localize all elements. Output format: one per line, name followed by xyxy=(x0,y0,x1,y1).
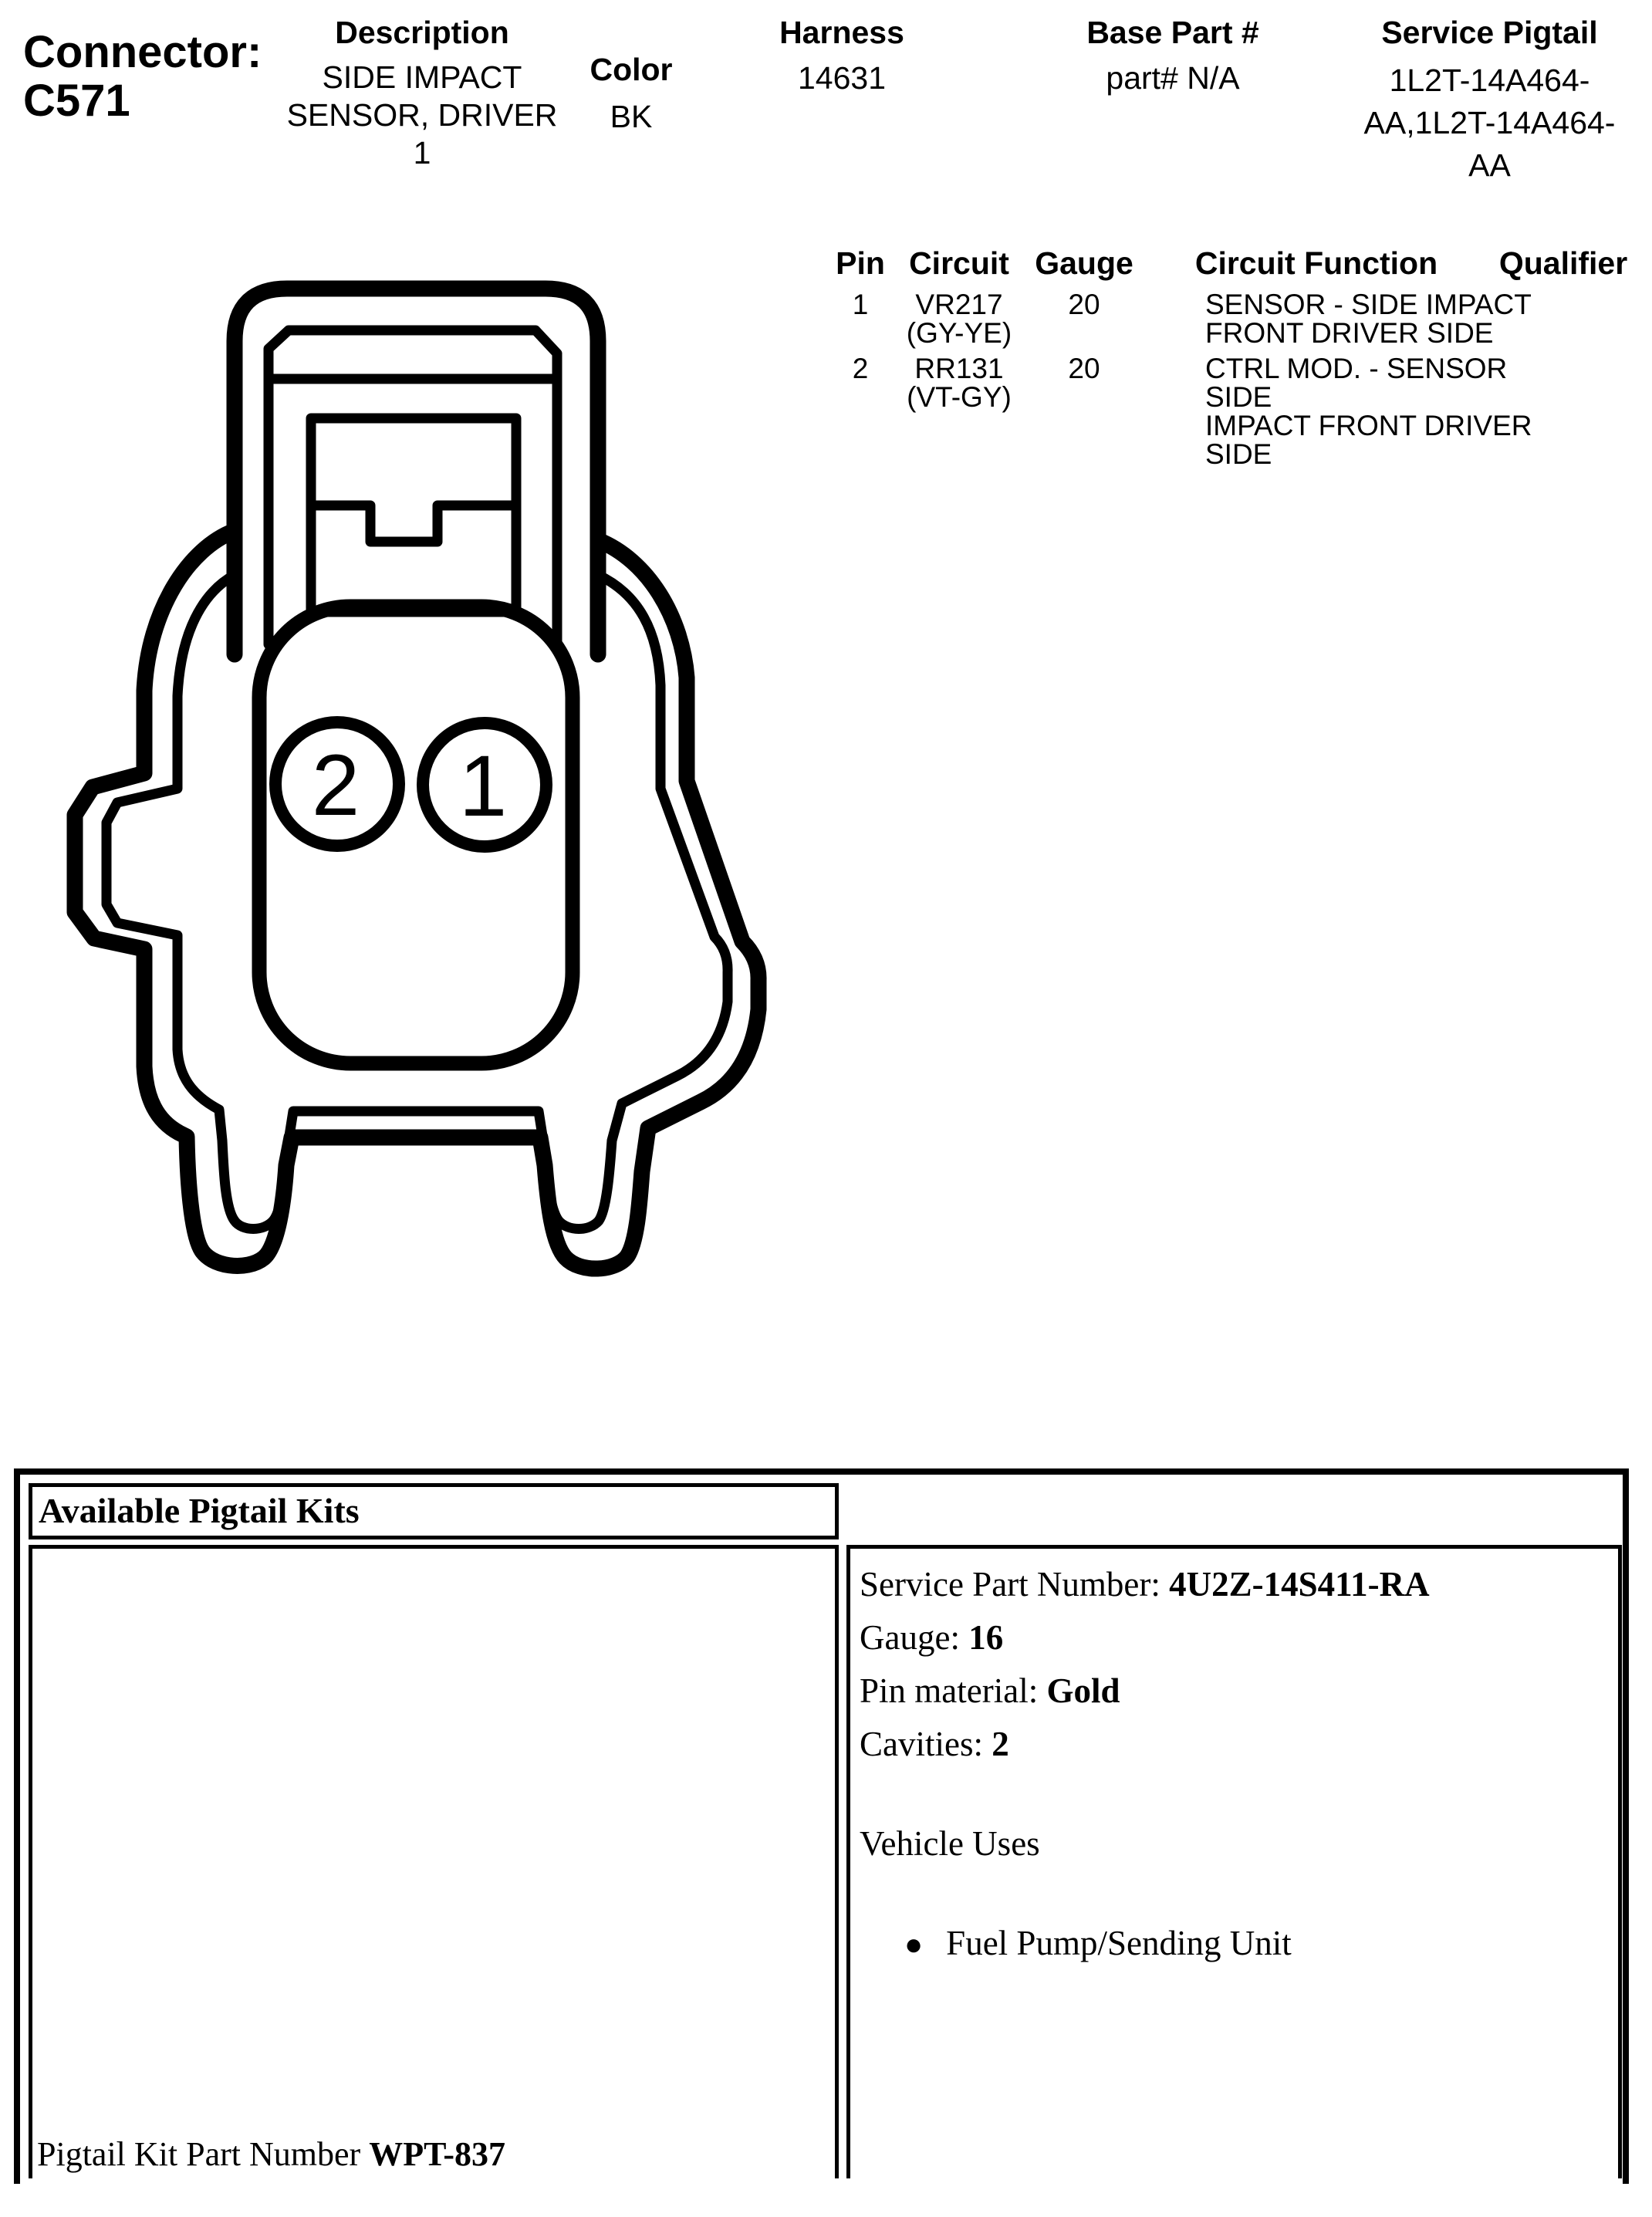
qualifier-col-header: Qualifier xyxy=(1498,245,1628,281)
vehicle-uses-title: Vehicle Uses xyxy=(860,1824,1040,1863)
pigtail-kit-box xyxy=(29,1545,839,2178)
harness-value: 14631 xyxy=(797,60,886,96)
pin-row-2-function: CTRL MOD. - SENSOR SIDE IMPACT FRONT DRIVER SIDE xyxy=(1205,353,1532,470)
connector-label: Connector: xyxy=(23,27,262,77)
cavity-label-2: 2 xyxy=(311,737,360,833)
pin-row-1-gauge: 20 xyxy=(1068,289,1100,320)
base-part-value: part# N/A xyxy=(1106,60,1240,96)
circuit-function-col-header: Circuit Function xyxy=(1194,245,1438,281)
detail-row-pin-material: Pin material: Gold xyxy=(860,1671,1120,1710)
service-pigtail-value: 1L2T-14A464- AA,1L2T-14A464- AA xyxy=(1363,63,1616,183)
pin-row-2-gauge: 20 xyxy=(1068,353,1100,384)
pin-row-2-circuit: RR131 (VT-GY) xyxy=(907,353,1012,413)
service-pigtail-header: Service Pigtail xyxy=(1381,15,1598,50)
latch-keyway xyxy=(311,505,516,542)
vehicle-use-item: ● Fuel Pump/Sending Unit xyxy=(860,1917,1609,1971)
gauge-col-header: Gauge xyxy=(1035,245,1133,281)
service-details-box xyxy=(846,1545,1622,2178)
bullet-icon: ● xyxy=(904,1927,924,1962)
description-header: Description xyxy=(335,15,509,50)
pin-row-1-function: SENSOR - SIDE IMPACT FRONT DRIVER SIDE xyxy=(1205,289,1532,349)
pigtail-kit-part-label: Pigtail Kit Part Number xyxy=(37,2135,361,2173)
detail-row-service-part-number: Service Part Number: 4U2Z-14S411-RA xyxy=(860,1565,1430,1604)
description-value: SIDE IMPACT SENSOR, DRIVER 1 xyxy=(286,59,558,171)
pin-row-1-circuit: VR217 (GY-YE) xyxy=(906,289,1012,349)
latch-slot xyxy=(311,418,516,612)
color-value: BK xyxy=(610,99,653,134)
cavity-label-1: 1 xyxy=(458,738,508,834)
base-part-header: Base Part # xyxy=(1086,15,1259,50)
pigtail-kits-header xyxy=(29,1483,839,1539)
circuit-col-header: Circuit xyxy=(909,245,1009,281)
harness-header: Harness xyxy=(779,15,904,50)
detail-row-cavities: Cavities: 2 xyxy=(860,1725,1009,1763)
pin-row-2-pin: 2 xyxy=(852,353,869,384)
pigtail-kit-part-number-line xyxy=(37,2134,505,2174)
pin-col-header: Pin xyxy=(836,245,885,281)
pigtail-kits-title: Available Pigtail Kits xyxy=(39,1491,360,1530)
color-header: Color xyxy=(590,52,673,87)
pin-row-1-pin: 1 xyxy=(852,289,869,320)
pigtail-kit-part-number: WPT-837 xyxy=(369,2135,506,2173)
connector-id: C571 xyxy=(23,76,130,126)
detail-row-gauge: Gauge: 16 xyxy=(860,1618,1004,1657)
